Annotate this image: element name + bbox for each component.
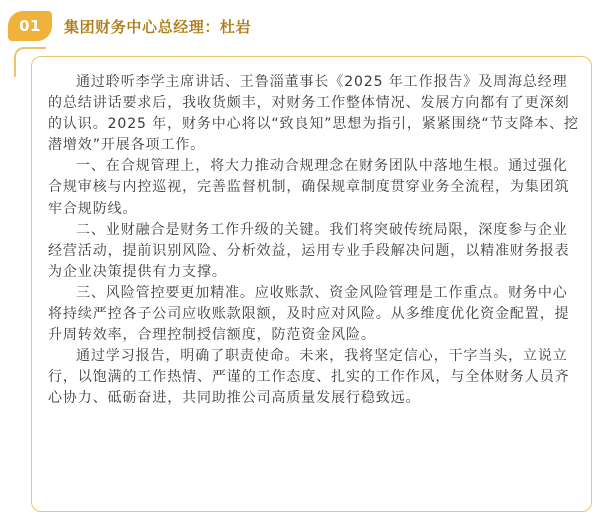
section-title: 集团财务中心总经理：杜岩 xyxy=(64,17,252,36)
paragraph-compliance: 一、在合规管理上，将大力推动合规理念在财务团队中落地生根。通过强化合规审核与内控巡视，完善监督机制，确保规章制度贯穿业务全流程，为集团筑牢合规防线。 xyxy=(48,158,570,217)
paragraph-intro: 通过聆听李学主席讲话、王鲁淄董事长《2025 年工作报告》及周海总经理的总结讲话要求后，我收货颇丰，对财务工作整体情况、发展方向都有了更深刻的认识。2025 年，财务中心将以“致良知”思想为指引，紧紧围绕“节支降本、挖潜增效”开展各项工作。 xyxy=(48,74,579,154)
paragraph-conclusion: 通过学习报告，明确了职责使命。未来，我将坚定信心，干字当头，立说立行，以饱满的工作热情、严谨的工作态度、扎实的工作作风，与全体财务人员齐心协力、砥砺奋进，共同助推公司高质量发展行稳致远。 xyxy=(48,348,570,407)
paragraph-risk-control: 三、风险管控要更加精准。应收账款、资金风险管理是工作重点。财务中心将持续严控各子公司应收账款限额，及时应对风险。从多维度优化资金配置，提升周转效率，合理控制授信额度，防范资金风险。 xyxy=(48,284,570,344)
article-body xyxy=(48,72,580,410)
paragraph-business-finance: 二、业财融合是财务工作升级的关键。我们将突破传统局限，深度参与企业经营活动，提前识别风险、分析效益，运用专业手段解决问题，以精准财务报表为企业决策提供有力支撑。 xyxy=(48,221,570,280)
corner-accent-decoration xyxy=(14,47,46,77)
section-header xyxy=(8,9,251,43)
section-number-badge: 01 xyxy=(8,11,52,41)
